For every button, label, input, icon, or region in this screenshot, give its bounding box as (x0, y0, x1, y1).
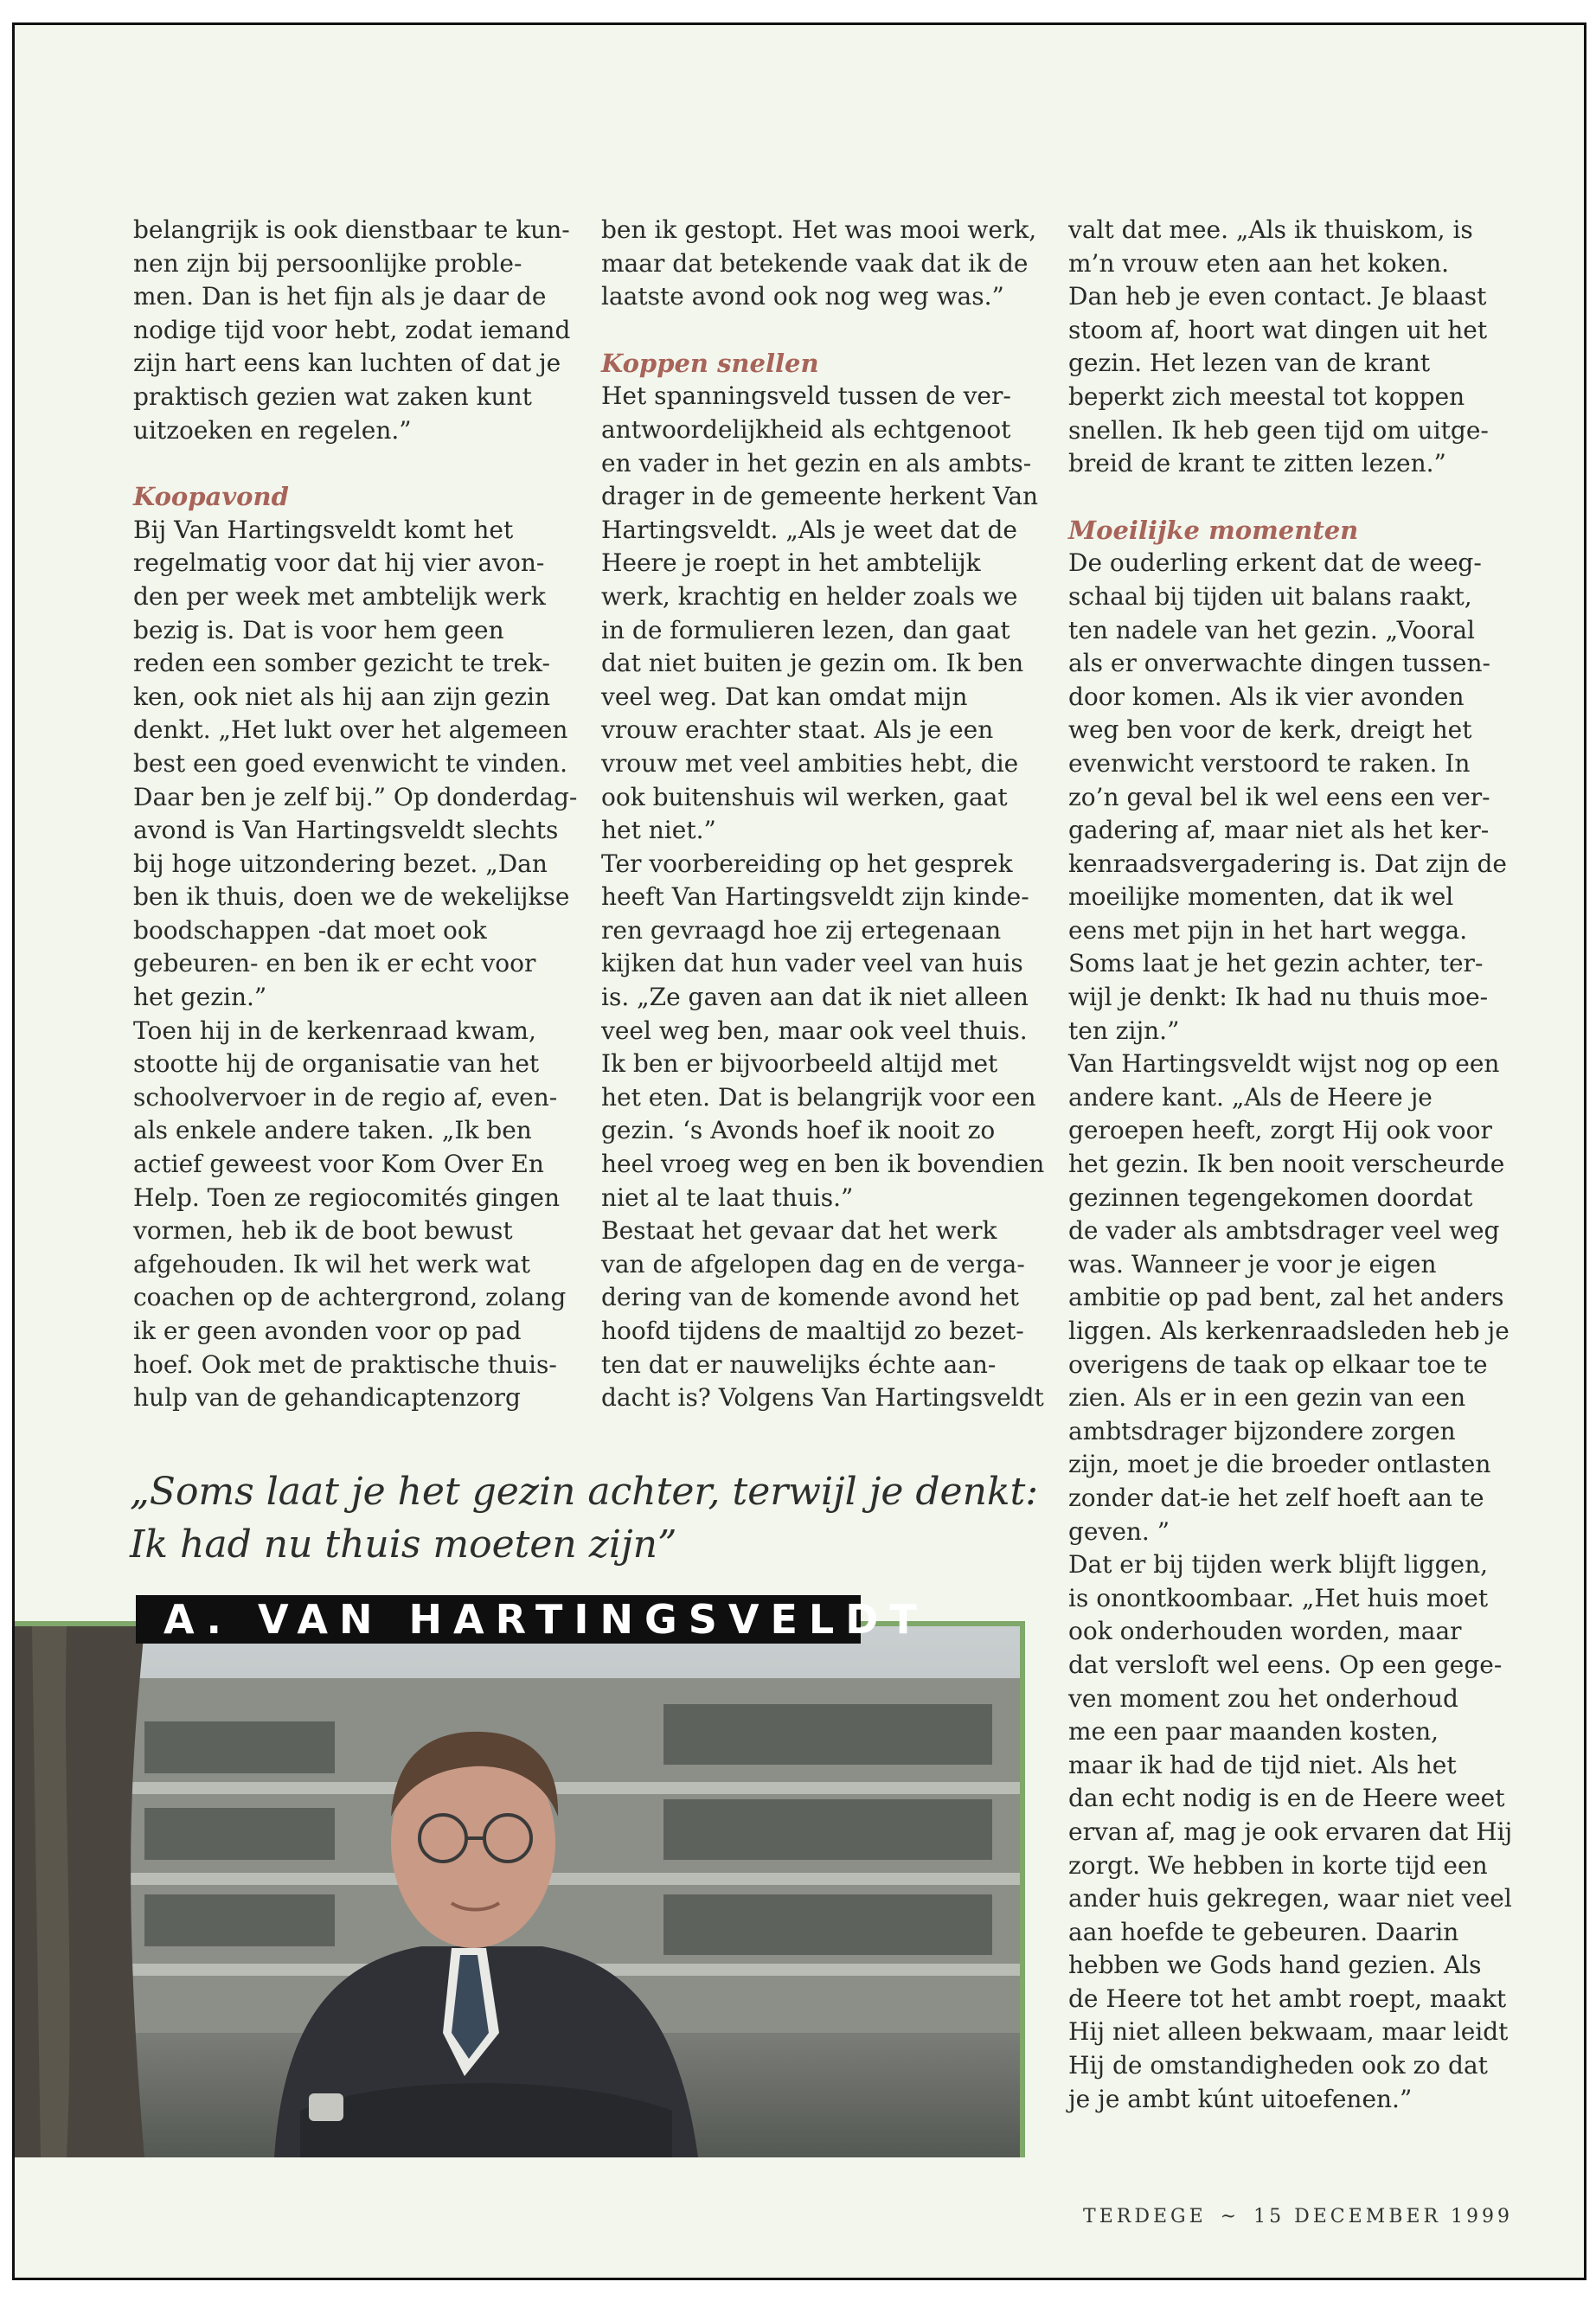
text-line: moeilijke momenten, dat ik wel (1068, 882, 1454, 912)
text-line: zo’n geval bel ik wel eens een ver- (1068, 782, 1490, 811)
text-line: reden een somber gezicht te trek- (133, 649, 550, 678)
text-line: nodige tijd voor hebt, zodat iemand (133, 315, 571, 344)
text-line: gezin. Het lezen van de krant (1068, 349, 1431, 378)
text-line: geroepen heeft, zorgt Hij ook voor (1068, 1116, 1492, 1145)
text-line: ander huis gekregen, waar niet veel (1068, 1884, 1512, 1913)
text-line: boodschappen -dat moet ook (133, 915, 487, 945)
text-line: de Heere tot het ambt roept, maakt (1068, 1984, 1507, 2013)
paragraph (1068, 1048, 1518, 1548)
text-line: dat niet buiten je gezin om. Ik ben (601, 649, 1024, 678)
text-line: zijn, moet je die broeder ontlasten (1068, 1450, 1491, 1479)
text-line: bij hoge uitzondering bezet. „Dan (133, 849, 548, 878)
issue-date: 15 DECEMBER 1999 (1253, 2206, 1513, 2227)
text-line: praktisch gezien wat zaken kunt (133, 381, 532, 411)
text-line: hoef. Ook met de praktische thuis- (133, 1349, 557, 1379)
section-heading-koppen-snellen: Koppen snellen (601, 348, 819, 378)
text-line: andere kant. „Als de Heere je (1068, 1082, 1433, 1112)
text-line: het gezin. Ik ben nooit verscheurde (1068, 1150, 1505, 1179)
text-line: laatste avond ook nog weg was.” (601, 282, 1004, 311)
text-line: Dat er bij tijden werk blijft liggen, (1068, 1550, 1489, 1580)
text-line: beperkt zich meestal tot koppen (1068, 381, 1465, 411)
text-line: heeft Van Hartingsveldt zijn kinde- (601, 882, 1029, 912)
pull-quote (130, 1465, 1039, 1571)
text-line: ik er geen avonden voor op pad (133, 1317, 522, 1345)
text-line: ven moment zou het onderhoud (1068, 1683, 1458, 1713)
text-line: m’n vrouw eten aan het koken. (1068, 248, 1450, 278)
text-line: ben ik thuis, doen we de wekelijkse (133, 882, 570, 912)
text-line: zorgt. We hebben in korte tijd een (1068, 1850, 1488, 1880)
text-line: valt dat mee. „Als ik thuiskom, is (1068, 215, 1473, 244)
magazine-page (12, 22, 1586, 2280)
text-line: best een goed evenwicht te vinden. (133, 748, 568, 778)
text-line: maar ik had de tijd niet. Als het (1068, 1750, 1457, 1779)
text-line: evenwicht verstoord te raken. In (1068, 748, 1471, 778)
text-line: Soms laat je het gezin achter, ter- (1068, 949, 1484, 978)
text-line: door komen. Als ik vier avonden (1068, 682, 1465, 711)
text-line: „Soms laat je het gezin achter, terwijl je denkt: (130, 1470, 1039, 1514)
text-line: actief geweest voor Kom Over En (133, 1150, 544, 1179)
text-line: ten nadele van het gezin. „Vooral (1068, 615, 1476, 644)
portrait-photo-illustration (15, 1626, 1020, 2157)
text-line: gezinnen tegengekomen doordat (1068, 1183, 1473, 1212)
paragraph (601, 380, 1051, 847)
text-line: veel weg ben, maar ook veel thuis. (601, 1016, 1028, 1045)
paragraph (1068, 1548, 1518, 2116)
text-line: ambitie op pad bent, zal het anders (1068, 1283, 1504, 1312)
text-line: men. Dan is het fijn als je daar de (133, 282, 547, 311)
section-heading-moeilijke-momenten: Moeilijke momenten (1068, 515, 1359, 545)
footer-separator: ~ (1220, 2206, 1240, 2227)
text-line: Help. Toen ze regiocomités gingen (133, 1183, 561, 1212)
text-line: liggen. Als kerkenraadsleden heb je (1068, 1317, 1509, 1345)
paragraph (133, 214, 571, 447)
text-line: vormen, heb ik de boot bewust (133, 1216, 513, 1246)
text-line: De ouderling erkent dat de weeg- (1068, 548, 1482, 578)
portrait-photo (15, 1621, 1025, 2157)
text-line: snellen. Ik heb geen tijd om uitge- (1068, 415, 1489, 445)
text-line: ervan af, mag je ook ervaren dat Hij (1068, 1817, 1513, 1846)
name-banner: A. VAN HARTINGSVELDT (136, 1595, 861, 1644)
text-line: drager in de gemeente herkent Van (601, 482, 1039, 511)
text-line: breid de krant te zitten lezen.” (1068, 449, 1446, 478)
text-line: hoofd tijdens de maaltijd zo bezet- (601, 1317, 1024, 1345)
text-line: schoolvervoer in de regio af, even- (133, 1082, 558, 1112)
article-column-1 (133, 214, 578, 1415)
text-line: veel weg. Dat kan omdat mijn (601, 682, 968, 711)
text-line: dat versloft wel eens. Op een gege- (1068, 1650, 1503, 1679)
text-line: Toen hij in de kerkenraad kwam, (133, 1016, 536, 1045)
text-line: zijn hart eens kan luchten of dat je (133, 349, 561, 378)
text-line: Het spanningsveld tussen de ver- (601, 381, 1011, 411)
text-line: ren gevraagd hoe zij ertegenaan (601, 915, 1002, 945)
text-line: ben ik gestopt. Het was mooi werk, (601, 215, 1037, 244)
text-line: zien. Als er in een gezin van een (1068, 1383, 1466, 1413)
text-line: kenraadsvergadering is. Dat zijn de (1068, 849, 1507, 878)
text-line: Heere je roept in het ambtelijk (601, 548, 981, 578)
text-line: maar dat betekende vaak dat ik de (601, 248, 1029, 278)
text-line: ken, ook niet als hij aan zijn gezin (133, 682, 551, 711)
text-line: Daar ben je zelf bij.” Op donderdag- (133, 782, 578, 811)
text-line: kijken dat hun vader veel van huis (601, 949, 1023, 978)
text-line: was. Wanneer je voor je eigen (1068, 1249, 1437, 1279)
text-line: avond is Van Hartingsveldt slechts (133, 816, 559, 845)
text-line: ook buitenshuis wil werken, gaat (601, 782, 1008, 811)
text-line: ten zijn.” (1068, 1016, 1180, 1045)
text-line: stootte hij de organisatie van het (133, 1049, 540, 1079)
text-line: aan hoefde te gebeuren. Daarin (1068, 1917, 1459, 1946)
text-line: regelmatig voor dat hij vier avon- (133, 548, 545, 578)
text-line: hebben we Gods hand gezien. Als (1068, 1951, 1482, 1980)
text-line: weg ben voor de kerk, dreigt het (1068, 715, 1472, 745)
text-line: het niet.” (601, 816, 716, 845)
text-line: Ik had nu thuis moeten zijn” (130, 1522, 677, 1567)
section-heading-koopavond: Koopavond (133, 482, 289, 512)
text-line: Dan heb je even contact. Je blaast (1068, 282, 1487, 311)
text-line: uitzoeken en regelen.” (133, 415, 412, 445)
text-line: afgehouden. Ik wil het werk wat (133, 1249, 530, 1279)
text-line: van de afgelopen dag en de verga- (601, 1249, 1025, 1279)
paragraph (133, 514, 578, 1015)
text-line: Hij niet alleen bekwaam, maar leidt (1068, 2017, 1509, 2047)
page-footer (1076, 2206, 1520, 2227)
text-line: gadering af, maar niet als het ker- (1068, 816, 1490, 845)
paragraph (133, 1015, 566, 1415)
text-line: hulp van de gehandicaptenzorg (133, 1383, 521, 1413)
text-line: wijl je denkt: Ik had nu thuis moe- (1068, 983, 1489, 1012)
text-line: Hartingsveldt. „Als je weet dat de (601, 515, 1017, 544)
text-line: Bestaat het gevaar dat het werk (601, 1216, 997, 1246)
text-line: de vader als ambtsdrager veel weg (1068, 1216, 1500, 1246)
article-column-3 (1068, 214, 1518, 2116)
text-line: als er onverwachte dingen tussen- (1068, 649, 1490, 678)
text-line: Ter voorbereiding op het gesprek (601, 849, 1013, 878)
text-line: den per week met ambtelijk werk (133, 581, 546, 611)
text-line: dacht is? Volgens Van Hartingsveldt (601, 1383, 1044, 1413)
text-line: antwoordelijkheid als echtgenoot (601, 414, 1011, 444)
text-line: ambtsdrager bijzondere zorgen (1068, 1416, 1456, 1445)
text-line: vrouw erachter staat. Als je een (601, 715, 994, 745)
text-line: schaal bij tijden uit balans raakt, (1068, 581, 1472, 611)
text-line: belangrijk is ook dienstbaar te kun- (133, 215, 570, 244)
text-line: geven. ” (1068, 1516, 1170, 1546)
text-line: vrouw met veel ambities hebt, die (601, 748, 1019, 778)
text-line: het gezin.” (133, 983, 267, 1012)
text-line: als enkele andere taken. „Ik ben (133, 1116, 532, 1145)
text-line: is. „Ze gaven aan dat ik niet alleen (601, 983, 1029, 1012)
magazine-name: TERDEGE (1083, 2206, 1207, 2227)
text-line: ook onderhouden worden, maar (1068, 1617, 1462, 1646)
text-line: zonder dat-ie het zelf hoeft aan te (1068, 1483, 1484, 1512)
paragraph (601, 1215, 1051, 1415)
text-line: bezig is. Dat is voor hem geen (133, 615, 504, 644)
text-line: Bij Van Hartingsveldt komt het (133, 515, 514, 544)
text-line: stoom af, hoort wat dingen uit het (1068, 315, 1488, 344)
text-line: in de formulieren lezen, dan gaat (601, 615, 1010, 644)
text-line: nen zijn bij persoonlijke proble- (133, 248, 522, 278)
article-column-2 (601, 214, 1051, 1415)
text-line: gezin. ‘s Avonds hoef ik nooit zo (601, 1116, 996, 1145)
paragraph (1068, 214, 1518, 481)
text-line: is onontkoombaar. „Het huis moet (1068, 1583, 1489, 1612)
text-line: overigens de taak op elkaar toe te (1068, 1349, 1488, 1379)
text-line: ten dat er nauwelijks échte aan- (601, 1349, 997, 1379)
paragraph (601, 848, 1051, 1215)
text-line: Van Hartingsveldt wijst nog op een (1068, 1049, 1500, 1079)
text-line: Hij de omstandigheden ook zo dat (1068, 2051, 1488, 2080)
text-line: het eten. Dat is belangrijk voor een (601, 1082, 1036, 1112)
text-line: dan echt nodig is en de Heere weet (1068, 1784, 1505, 1813)
paragraph (601, 214, 1051, 314)
text-line: dering van de komende avond het (601, 1283, 1019, 1312)
text-line: me een paar maanden kosten, (1068, 1717, 1439, 1747)
text-line: denkt. „Het lukt over het algemeen (133, 715, 568, 745)
text-line: werk, krachtig en helder zoals we (601, 581, 1018, 611)
text-line: je je ambt kúnt uitoefenen.” (1068, 2084, 1413, 2113)
text-line: Ik ben er bijvoorbeeld altijd met (601, 1049, 998, 1079)
text-line: eens met pijn in het hart wegga. (1068, 915, 1468, 945)
text-line: coachen op de achtergrond, zolang (133, 1283, 567, 1312)
text-line: en vader in het gezin en als ambts- (601, 448, 1032, 478)
text-line: heel vroeg weg en ben ik bovendien (601, 1150, 1045, 1179)
paragraph (1068, 547, 1518, 1048)
text-line: niet al te laat thuis.” (601, 1183, 854, 1212)
text-line: gebeuren- en ben ik er echt voor (133, 949, 536, 978)
